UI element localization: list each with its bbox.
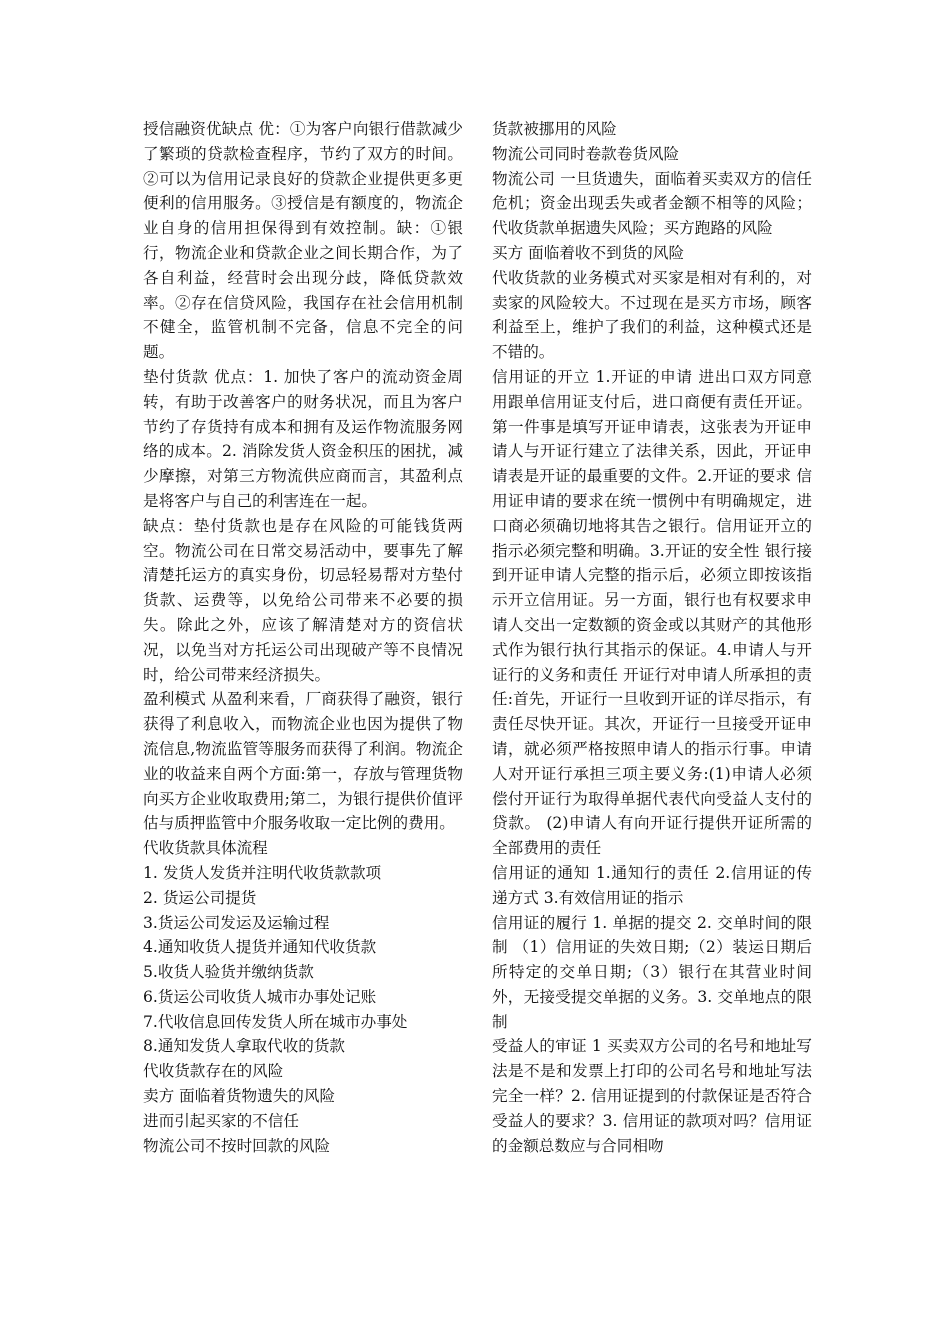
paragraph-advance-payment-pros: 垫付货款 优点：1. 加快了客户的流动资金周转，有助于改善客户的财务状况，而且为客户节约了存货持有成本和拥有及运作物流服务网络的成本。2. 消除发货人资金积压的困扰，减少摩擦，对第三方物流供应商而言，其盈利点是将客户与自己的利害连在一起。: [143, 367, 463, 510]
line-buyer-risk: 买方 面临着收不到货的风险: [492, 243, 685, 262]
line-seller-risk: 卖方 面临着货物遗失的风险: [143, 1087, 336, 1106]
line-abscond-risk: 物流公司同时卷款卷货风险: [492, 144, 680, 163]
line-buyer-distrust: 进而引起买家的不信任: [143, 1111, 299, 1130]
list-item-step-8: 8.通知发货人拿取代收的货款: [143, 1037, 346, 1056]
list-item-step-4: 4.通知收货人提货并通知代收货款: [143, 938, 377, 957]
right-text-column: [492, 117, 812, 1158]
paragraph-advance-payment-cons: 缺点：垫付货款也是存在风险的可能钱货两空。物流公司在日常交易活动中，要事先了解清楚托运方的真实身份，切忌轻易帮对方垫付货款、运费等，以免给公司带来不必要的损失。除此之外，应该了解清楚对方的资信状况，以免当对方托运公司出现破产等不良情况时，给公司带来经济损失。: [143, 516, 463, 684]
paragraph-profit-model: 盈利模式 从盈利来看，厂商获得了融资，银行获得了利息收入，而物流企业也因为提供了物流信息,物流监管等服务而获得了利润。物流企业的收益来自两个方面:第一，存放与管理货物向买方企业收取费用;第二，为银行提供价值评估与质押监管中介服务收取一定比例的费用。: [143, 690, 463, 833]
heading-cod-risks: 代收货款存在的风险: [143, 1062, 284, 1081]
line-late-remittance-risk: 物流公司不按时回款的风险: [143, 1136, 331, 1155]
paragraph-lc-opening: 信用证的开立 1.开证的申请 进出口双方同意用跟单信用证支付后，进口商便有责任开证。第一件事是填写开证申请表，这张表为开证申请人与开证行建立了法律关系，因此，开证申请表是开证的最重要的文件。2.开证的要求 信用证申请的要求在统一惯例中有明确规定，进口商必须确切地将其告之银行。信用证开立的指示必须完整和明确。3.开证的安全性 银行接到开证申请人完整的指示后，必须立即按该指示开立信用证。另一方面，银行也有权要求申请人交出一定数额的资金或以其财产的其他形式作为银行执行其指示的保证。4.申请人与开证行的义务和责任 开证行对申请人所承担的责任:首先，开证行一旦收到开证的详尽指示，有责任尽快开证。其次，开证行一旦接受开证申请，就必须严格按照申请人的指示行事。申请人对开证行承担三项主要义务:(1)申请人必须偿付开证行为取得单据代表代向受益人支付的贷款。 (2)申请人有向开证行提供开证所需的全部费用的责任: [492, 367, 812, 858]
list-item-step-5: 5.收货人验货并缴纳货款: [143, 963, 314, 982]
list-item-step-7: 7.代收信息回传发货人所在城市办事处: [143, 1012, 408, 1031]
paragraph-lc-notification: 信用证的通知 1.通知行的责任 2.信用证的传递方式 3.有效信用证的指示: [492, 863, 812, 907]
paragraph-credit-financing: 授信融资优缺点 优：①为客户向银行借款减少了繁琐的贷款检查程序，节约了双方的时间。②可以为信用记录良好的贷款企业提供更多更便利的信用服务。③授信是有额度的，物流企业自身的信用担保得到有效控制。缺：①银行，物流企业和贷款企业之间长期合作，为了各自利益，经营时会出现分歧，降低贷款效率。②存在信贷风险，我国存在社会信用机制不健全，监管机制不完备，信息不完全的问题。: [143, 120, 463, 362]
heading-cod-process: 代收货款具体流程: [143, 839, 268, 858]
paragraph-cod-model-summary: 代收货款的业务模式对买家是相对有利的，对卖家的风险较大。不过现在是买方市场，顾客利益至上，维护了我们的利益，这种模式还是不错的。: [492, 268, 812, 362]
paragraph-logistics-company-risk: 物流公司 一旦货遗失，面临着买卖双方的信任危机；资金出现丢失或者金额不相等的风险；代收货款单据遗失风险；买方跑路的风险: [492, 169, 812, 238]
paragraph-beneficiary-review: 受益人的审证 1 买卖双方公司的名号和地址写法是不是和发票上打印的公司名号和地址写法完全一样？2. 信用证提到的付款保证是否符合受益人的要求？3. 信用证的款项对吗？信用证的金额总数应与合同相吻: [492, 1037, 812, 1155]
list-item-step-6: 6.货运公司收货人城市办事处记账: [143, 987, 377, 1006]
list-item-step-2: 2. 货运公司提货: [143, 888, 257, 907]
line-misappropriation-risk: 货款被挪用的风险: [492, 120, 617, 138]
left-text-column: [143, 117, 463, 1158]
paragraph-lc-performance: 信用证的履行 1. 单据的提交 2. 交单时间的限制 （1）信用证的失效日期;（2）装运日期后所特定的交单日期;（3）银行在其营业时间外，无接受提交单据的义务。3. 交单地点的限制: [492, 913, 812, 1031]
list-item-step-3: 3.货运公司发运及运输过程: [143, 913, 330, 932]
list-item-step-1: 1. 发货人发货并注明代收货款款项: [143, 863, 382, 882]
